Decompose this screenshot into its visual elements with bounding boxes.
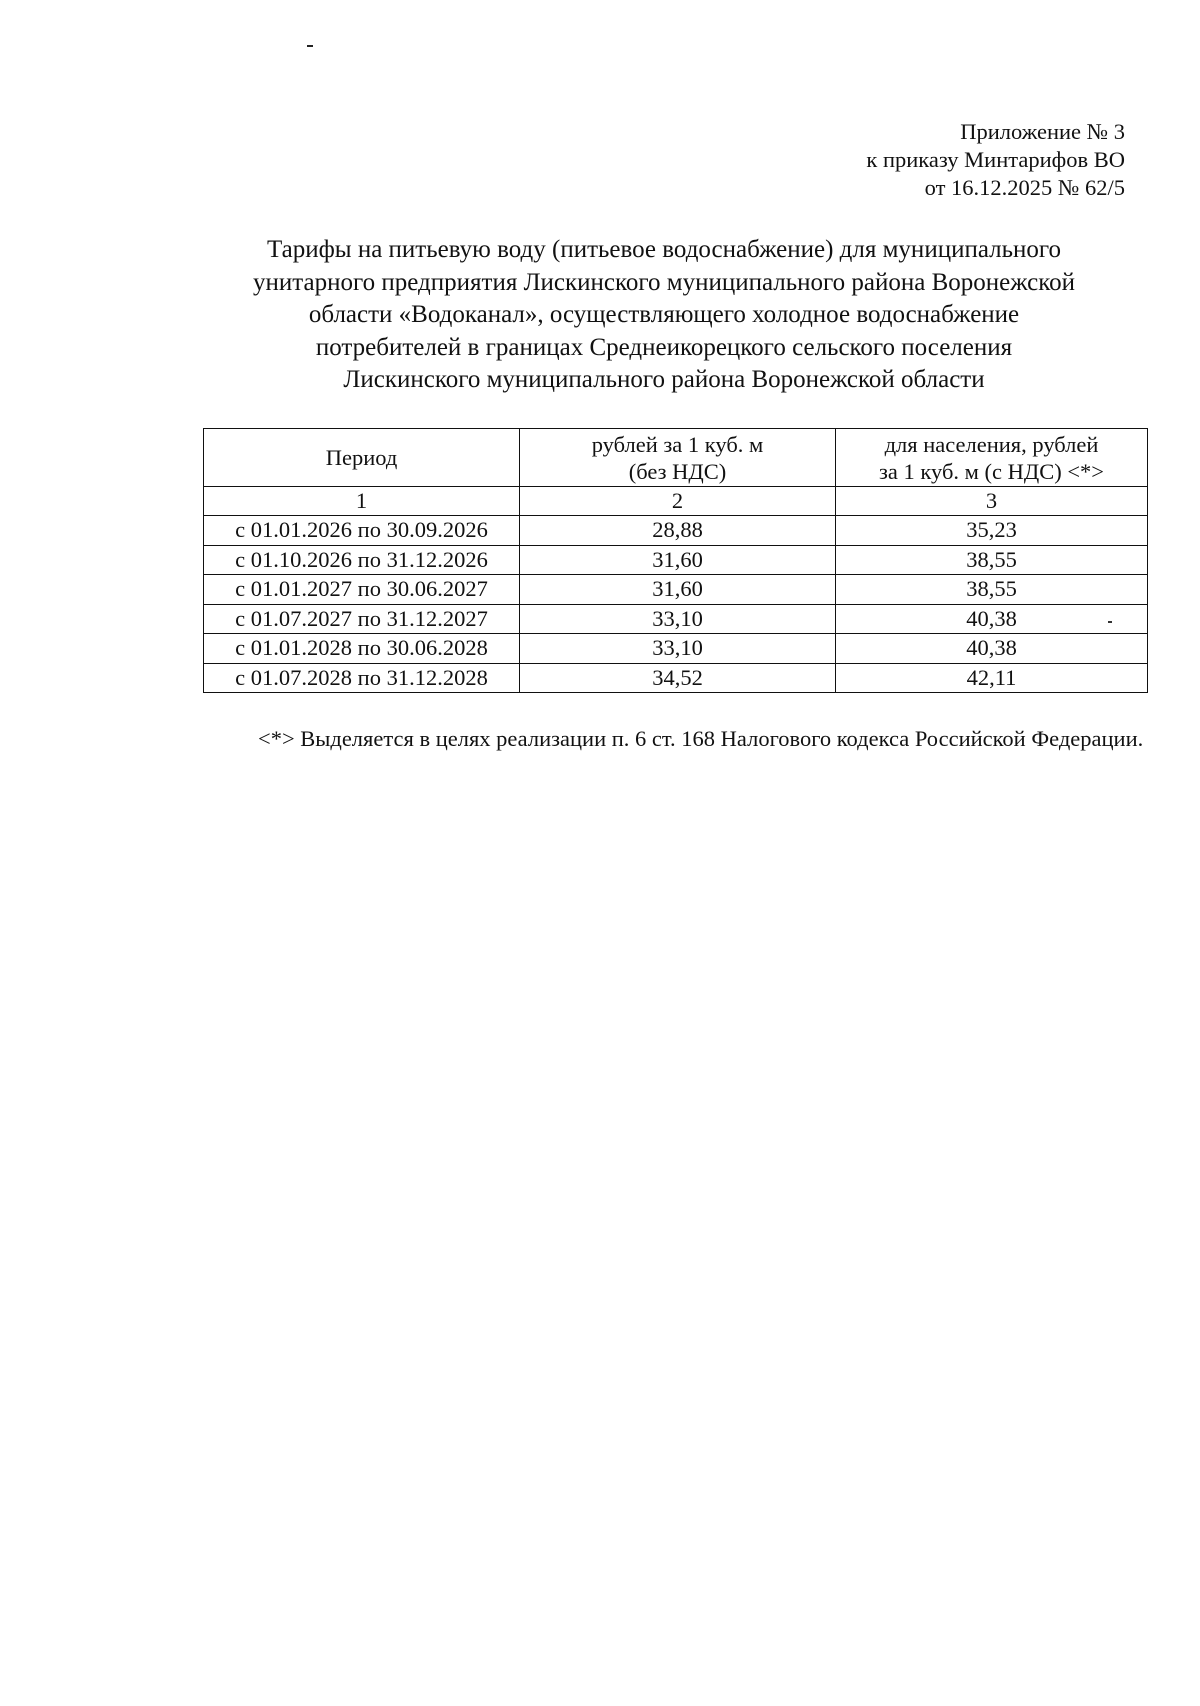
price-no-vat-cell: 31,60 xyxy=(520,575,836,605)
price-with-vat-cell: 35,23 xyxy=(836,516,1148,546)
tariffs-table xyxy=(203,428,1148,693)
period-cell: с 01.10.2026 по 31.12.2026 xyxy=(204,545,520,575)
period-cell: с 01.07.2028 по 31.12.2028 xyxy=(204,663,520,693)
title-line: потребителей в границах Среднеикорецкого сельского поселения xyxy=(315,333,1013,361)
appendix-order: к приказу Минтарифов ВО xyxy=(866,147,1125,172)
price-no-vat-cell: 34,52 xyxy=(520,663,836,693)
price-with-vat-cell: 38,55 xyxy=(836,545,1148,575)
appendix-reference xyxy=(866,118,1125,202)
table-row xyxy=(204,575,1148,605)
title-line: унитарного предприятия Лискинского муниципального района Воронежской xyxy=(253,268,1075,296)
table-row xyxy=(204,545,1148,575)
period-cell: с 01.01.2027 по 30.06.2027 xyxy=(204,575,520,605)
scan-speck xyxy=(307,45,313,47)
appendix-date: от 16.12.2025 № 62/5 xyxy=(924,175,1125,200)
period-cell: с 01.07.2027 по 31.12.2027 xyxy=(204,604,520,634)
title-line: Тарифы на питьевую воду (питьевое водоснабжение) для муниципального xyxy=(266,236,1062,263)
column-number: 1 xyxy=(204,487,520,516)
title-line: Лискинского муниципального района Воронежской области xyxy=(343,366,985,393)
table-row xyxy=(204,604,1148,634)
price-with-vat-cell: 40,38 xyxy=(836,604,1148,634)
price-no-vat-cell: 31,60 xyxy=(520,545,836,575)
period-cell: с 01.01.2026 по 30.09.2026 xyxy=(204,516,520,546)
table-header-row xyxy=(204,429,1148,487)
header-price-with-vat: для населения, рублей за 1 куб. м (с НДС) <*> xyxy=(836,429,1148,487)
table-row xyxy=(204,663,1148,693)
title-line: области «Водоканал», осуществляющего холодное водоснабжение xyxy=(308,301,1020,328)
table-row xyxy=(204,516,1148,546)
column-number: 2 xyxy=(520,487,836,516)
column-number: 3 xyxy=(836,487,1148,516)
price-with-vat-cell: 38,55 xyxy=(836,575,1148,605)
price-no-vat-cell: 33,10 xyxy=(520,604,836,634)
appendix-number: Приложение № 3 xyxy=(960,119,1125,144)
header-period: Период xyxy=(204,429,520,487)
price-no-vat-cell: 33,10 xyxy=(520,634,836,664)
price-with-vat-cell: 42,11 xyxy=(836,663,1148,693)
document-title xyxy=(160,234,1168,397)
price-no-vat-cell: 28,88 xyxy=(520,516,836,546)
column-number-row xyxy=(204,487,1148,516)
price-with-vat-cell: 40,38 xyxy=(836,634,1148,664)
vat-footnote: <*> Выделяется в целях реализации п. 6 ст. 168 Налогового кодекса Российской Федерации. xyxy=(258,726,1144,751)
period-cell: с 01.01.2028 по 30.06.2028 xyxy=(204,634,520,664)
table-row xyxy=(204,634,1148,664)
header-price-no-vat: рублей за 1 куб. м (без НДС) xyxy=(520,429,836,487)
